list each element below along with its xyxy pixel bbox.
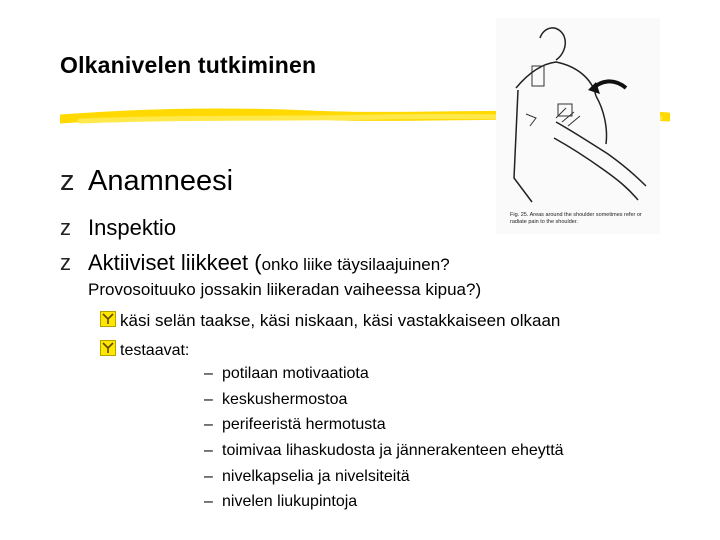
bullet-icon: z [60, 215, 71, 240]
dash-item-text: perifeeristä hermotusta [222, 416, 386, 433]
sub-item [100, 340, 189, 360]
dash-item [204, 442, 564, 460]
bullet-aktiiviset-liikkeet [60, 250, 450, 278]
dash-item-text: toimivaa lihaskudosta ja jännerakenteen eheyttä [222, 442, 564, 459]
y-bullet-icon [100, 340, 116, 356]
shoulder-pain-figure [496, 18, 660, 234]
dash-glyph: – [204, 416, 213, 433]
bullet-anamneesi [60, 165, 233, 197]
dash-item [204, 416, 386, 434]
dash-glyph: – [204, 493, 213, 510]
figure-caption: Fig. 25. Areas around the shoulder sometimes refer or radiate pain to the shoulder. [510, 212, 642, 225]
dash-item [204, 493, 357, 511]
bullet-text: Anamneesi [88, 165, 234, 197]
dash-glyph: – [204, 365, 213, 382]
bullet-small-text: onko liike täysilaajuinen? [261, 255, 450, 274]
bullet-inspektio [60, 215, 176, 241]
bullet-icon: z [60, 250, 71, 275]
slide-title: Olkanivelen tutkiminen [60, 52, 317, 78]
dash-item-text: keskushermostoa [222, 391, 348, 408]
sub-item-text: testaavat: [120, 342, 190, 359]
dash-glyph: – [204, 391, 213, 408]
dash-item-text: nivelkapselia ja nivelsiteitä [222, 468, 410, 485]
sub-item-text: käsi selän taakse, käsi niskaan, käsi vastakkaiseen olkaan [120, 311, 561, 330]
bullet-text: Aktiiviset liikkeet ( [88, 250, 262, 275]
dash-item [204, 391, 347, 409]
sub-item [100, 311, 560, 331]
dash-item [204, 365, 369, 383]
y-bullet-icon [100, 311, 116, 327]
dash-glyph: – [204, 468, 213, 485]
bullet-continuation: Provosoituuko jossakin liikeradan vaiheessa kipua?) [88, 280, 482, 299]
dash-item-text: potilaan motivaatiota [222, 365, 369, 382]
dash-glyph: – [204, 442, 213, 459]
bullet-text: Inspektio [88, 215, 177, 240]
dash-item-text: nivelen liukupintoja [222, 493, 358, 510]
bullet-icon: z [60, 165, 75, 197]
dash-item [204, 468, 410, 486]
